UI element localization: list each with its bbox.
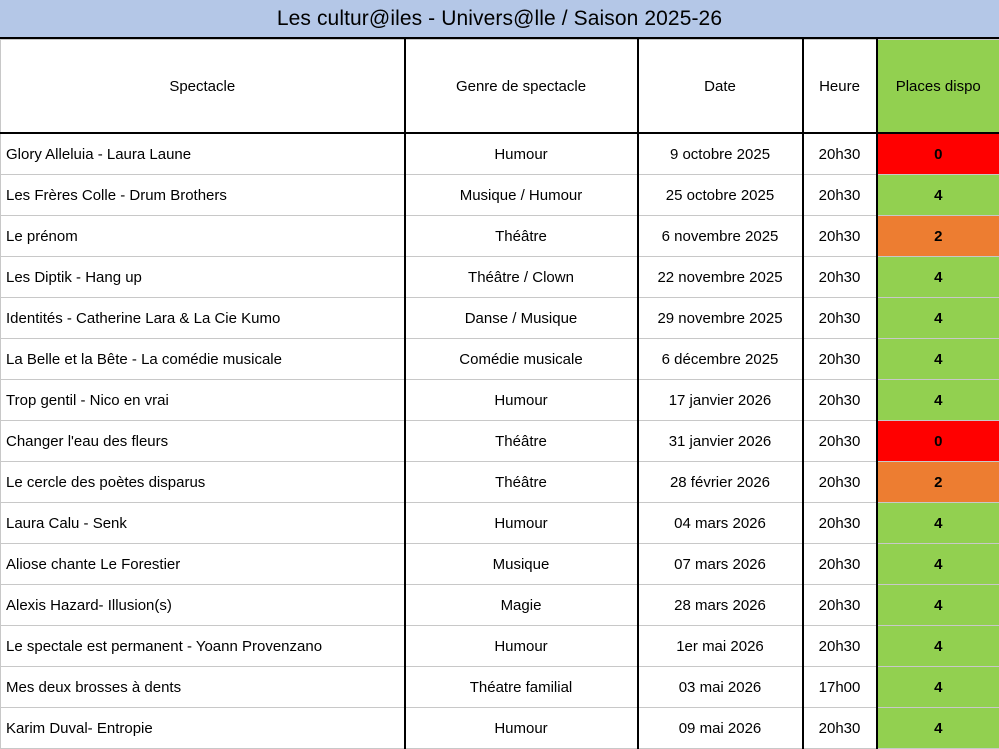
cell-heure[interactable]: 20h30 [803,626,877,667]
cell-places[interactable]: 4 [877,667,999,708]
cell-date[interactable]: 1er mai 2026 [638,626,803,667]
cell-places[interactable]: 2 [877,462,999,503]
cell-genre[interactable]: Théâtre / Clown [405,257,638,298]
cell-spectacle[interactable]: Trop gentil - Nico en vrai [1,380,405,421]
cell-spectacle[interactable]: Alexis Hazard- Illusion(s) [1,585,405,626]
table-row [1,626,999,667]
cell-places[interactable]: 4 [877,298,999,339]
cell-spectacle[interactable]: Les Diptik - Hang up [1,257,405,298]
cell-spectacle[interactable]: Mes deux brosses à dents [1,667,405,708]
header-spectacle[interactable]: Spectacle [1,40,405,134]
cell-heure[interactable]: 20h30 [803,585,877,626]
header-row [1,40,999,134]
cell-heure[interactable]: 20h30 [803,175,877,216]
cell-genre[interactable]: Humour [405,708,638,749]
cell-date[interactable]: 28 mars 2026 [638,585,803,626]
shows-table [0,39,999,749]
cell-places[interactable]: 2 [877,216,999,257]
table-row [1,708,999,749]
cell-spectacle[interactable]: Le cercle des poètes disparus [1,462,405,503]
table-row [1,544,999,585]
cell-heure[interactable]: 20h30 [803,380,877,421]
cell-spectacle[interactable]: Changer l'eau des fleurs [1,421,405,462]
cell-places[interactable]: 4 [877,544,999,585]
cell-heure[interactable]: 20h30 [803,298,877,339]
cell-genre[interactable]: Musique / Humour [405,175,638,216]
cell-heure[interactable]: 20h30 [803,544,877,585]
cell-date[interactable]: 6 décembre 2025 [638,339,803,380]
table-row [1,503,999,544]
cell-places[interactable]: 0 [877,421,999,462]
cell-places[interactable]: 4 [877,708,999,749]
cell-places[interactable]: 4 [877,626,999,667]
header-heure[interactable]: Heure [803,40,877,134]
cell-places[interactable]: 4 [877,503,999,544]
table-row [1,585,999,626]
sheet-title: Les cultur@iles - Univers@lle / Saison 2025-26 [0,0,999,39]
cell-heure[interactable]: 20h30 [803,421,877,462]
cell-genre[interactable]: Théâtre [405,421,638,462]
cell-spectacle[interactable]: Identités - Catherine Lara & La Cie Kumo [1,298,405,339]
header-places[interactable]: Places dispo [877,40,999,134]
cell-date[interactable]: 22 novembre 2025 [638,257,803,298]
cell-genre[interactable]: Humour [405,503,638,544]
cell-date[interactable]: 29 novembre 2025 [638,298,803,339]
cell-spectacle[interactable]: Le prénom [1,216,405,257]
table-row [1,175,999,216]
cell-heure[interactable]: 20h30 [803,339,877,380]
table-row [1,216,999,257]
table-row [1,133,999,175]
cell-heure[interactable]: 17h00 [803,667,877,708]
table-row [1,298,999,339]
cell-genre[interactable]: Théâtre [405,462,638,503]
table-row [1,421,999,462]
cell-genre[interactable]: Théâtre [405,216,638,257]
cell-genre[interactable]: Magie [405,585,638,626]
cell-date[interactable]: 09 mai 2026 [638,708,803,749]
table-row [1,380,999,421]
cell-genre[interactable]: Danse / Musique [405,298,638,339]
cell-spectacle[interactable]: Laura Calu - Senk [1,503,405,544]
cell-date[interactable]: 6 novembre 2025 [638,216,803,257]
table-row [1,339,999,380]
cell-genre[interactable]: Comédie musicale [405,339,638,380]
cell-spectacle[interactable]: Le spectale est permanent - Yoann Provenzano [1,626,405,667]
cell-date[interactable]: 04 mars 2026 [638,503,803,544]
cell-date[interactable]: 17 janvier 2026 [638,380,803,421]
cell-spectacle[interactable]: Karim Duval- Entropie [1,708,405,749]
cell-places[interactable]: 4 [877,175,999,216]
cell-spectacle[interactable]: Les Frères Colle - Drum Brothers [1,175,405,216]
table-row [1,462,999,503]
table-row [1,257,999,298]
cell-date[interactable]: 03 mai 2026 [638,667,803,708]
cell-genre[interactable]: Humour [405,626,638,667]
header-date[interactable]: Date [638,40,803,134]
cell-places[interactable]: 4 [877,380,999,421]
cell-places[interactable]: 0 [877,133,999,175]
cell-heure[interactable]: 20h30 [803,133,877,175]
cell-places[interactable]: 4 [877,585,999,626]
cell-heure[interactable]: 20h30 [803,216,877,257]
cell-date[interactable]: 9 octobre 2025 [638,133,803,175]
cell-spectacle[interactable]: Aliose chante Le Forestier [1,544,405,585]
cell-places[interactable]: 4 [877,257,999,298]
cell-spectacle[interactable]: Glory Alleluia - Laura Laune [1,133,405,175]
cell-date[interactable]: 07 mars 2026 [638,544,803,585]
cell-heure[interactable]: 20h30 [803,708,877,749]
cell-date[interactable]: 25 octobre 2025 [638,175,803,216]
cell-genre[interactable]: Musique [405,544,638,585]
cell-genre[interactable]: Théatre familial [405,667,638,708]
header-genre[interactable]: Genre de spectacle [405,40,638,134]
cell-places[interactable]: 4 [877,339,999,380]
cell-heure[interactable]: 20h30 [803,257,877,298]
table-body [1,133,999,749]
cell-heure[interactable]: 20h30 [803,503,877,544]
cell-genre[interactable]: Humour [405,380,638,421]
cell-spectacle[interactable]: La Belle et la Bête - La comédie musicale [1,339,405,380]
cell-genre[interactable]: Humour [405,133,638,175]
cell-date[interactable]: 28 février 2026 [638,462,803,503]
cell-heure[interactable]: 20h30 [803,462,877,503]
table-row [1,667,999,708]
cell-date[interactable]: 31 janvier 2026 [638,421,803,462]
